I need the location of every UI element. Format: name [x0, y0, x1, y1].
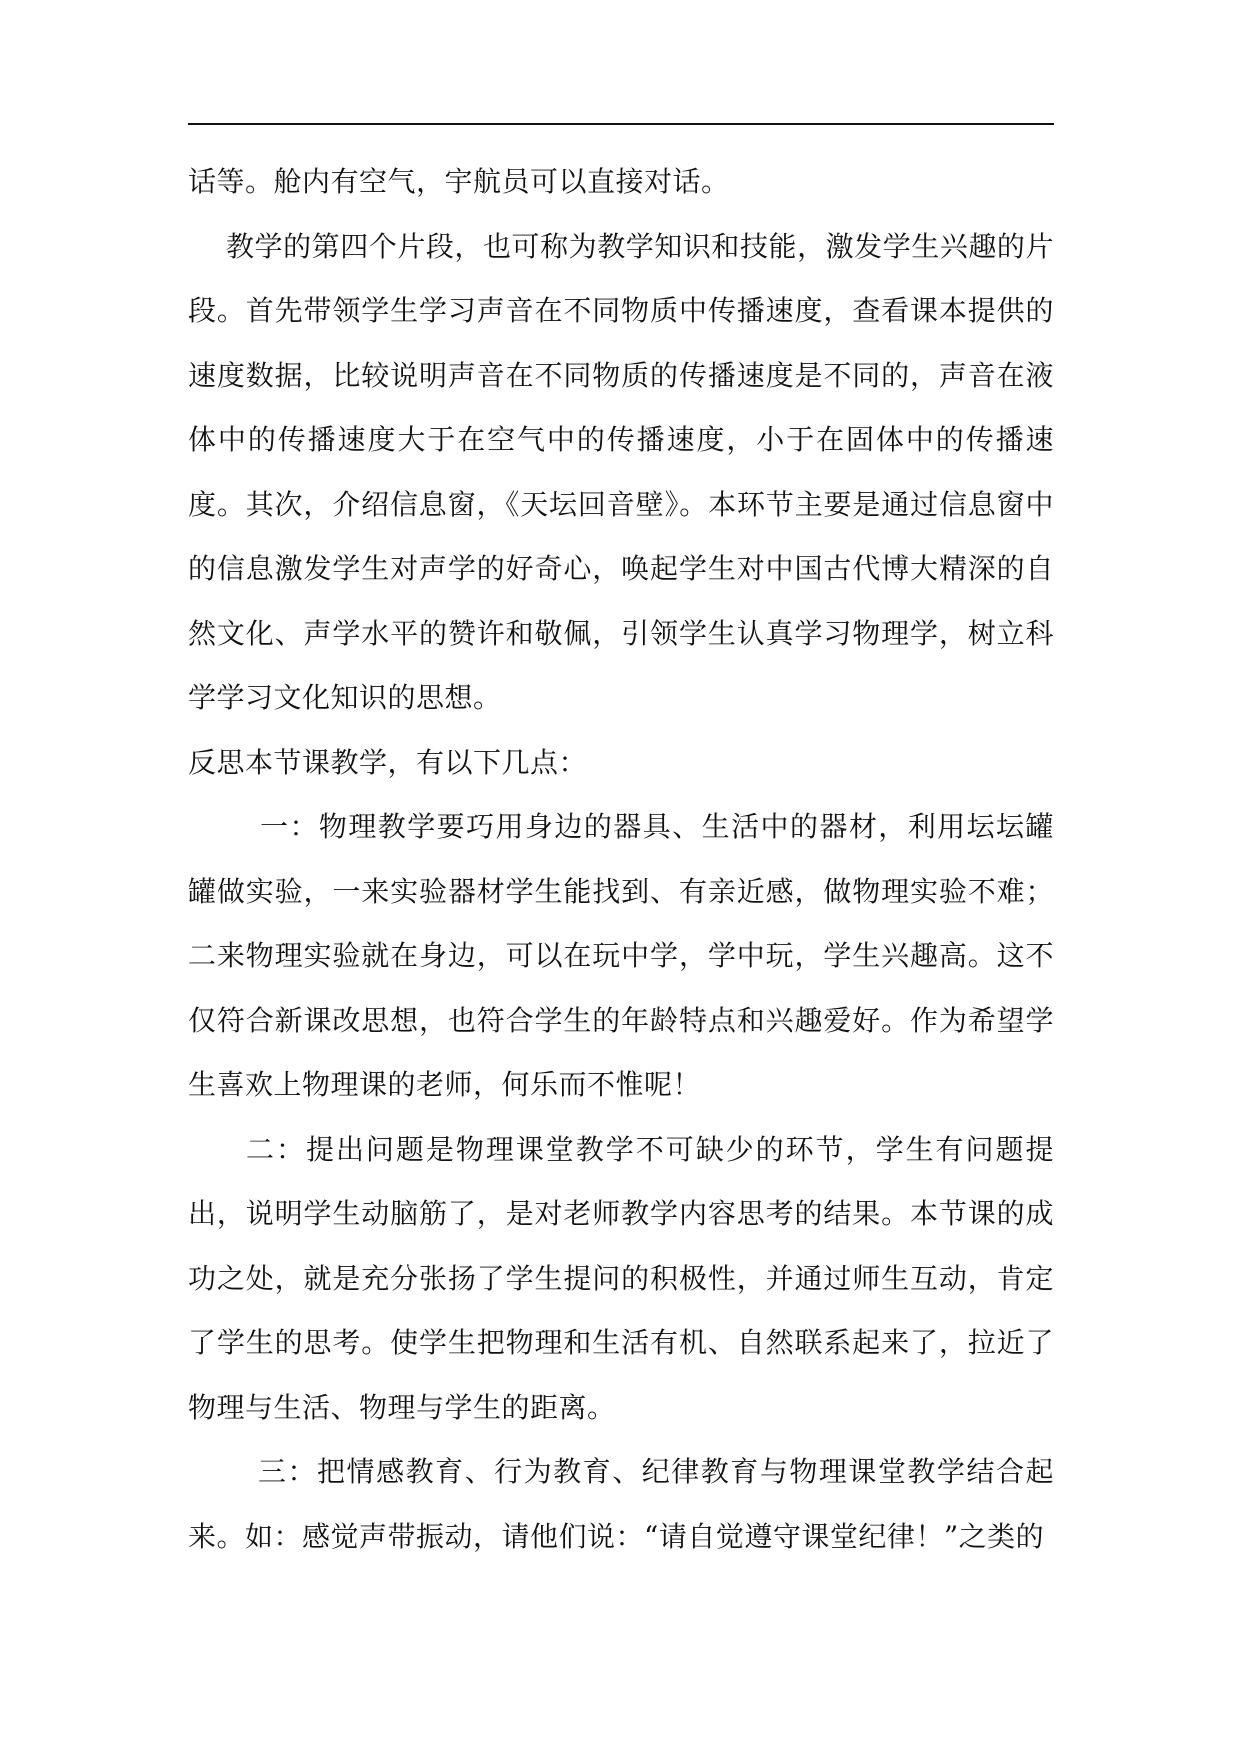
- paragraph-continuation: 话等。舱内有空气，宇航员可以直接对话。: [188, 165, 730, 198]
- document-body: [188, 150, 1054, 1569]
- paragraph-point-two: 二：提出问题是物理课堂教学不可缺少的环节，学生有问题提出，说明学生动脑筋了，是对老师教学内容思考的结果。本节课的成功之处，就是充分张扬了学生提问的积极性，并通过师生互动，肯定了学生的思考。使学生把物理和生活有机、自然联系起来了，拉近了物理与生活、物理与学生的距离。: [188, 1132, 1054, 1424]
- header-rule: [188, 123, 1054, 125]
- paragraph-fourth-segment: 教学的第四个片段，也可称为教学知识和技能，激发学生兴趣的片段。首先带领学生学习声音在不同物质中传播速度，查看课本提供的速度数据，比较说明声音在不同物质的传播速度是不同的，声音在液体中的传播速度大于在空气中的传播速度，小于在固体中的传播速度。其次，介绍信息窗，《天坛回音壁》。本环节主要是通过信息窗中的信息激发学生对声学的好奇心，唤起学生对中国古代博大精深的自然文化、声学水平的赞许和敬佩，引领学生认真学习物理学，树立科学学习文化知识的思想。: [188, 229, 1054, 714]
- paragraph-reflection-heading: 反思本节课教学，有以下几点：: [188, 745, 588, 779]
- paragraph-point-three: 三：把情感教育、行为教育、纪律教育与物理课堂教学结合起来。如：感觉声带振动，请他们说：“请自觉遵守课堂纪律！”之类的: [188, 1455, 1054, 1553]
- paragraph-point-one: 一：物理教学要巧用身边的器具、生活中的器材，利用坛坛罐罐做实验，一来实验器材学生能找到、有亲近感，做物理实验不难；二来物理实验就在身边，可以在玩中学，学中玩，学生兴趣高。这不仅符合新课改思想，也符合学生的年龄特点和兴趣爱好。作为希望学生喜欢上物理课的老师，何乐而不惟呢！: [188, 810, 1054, 1101]
